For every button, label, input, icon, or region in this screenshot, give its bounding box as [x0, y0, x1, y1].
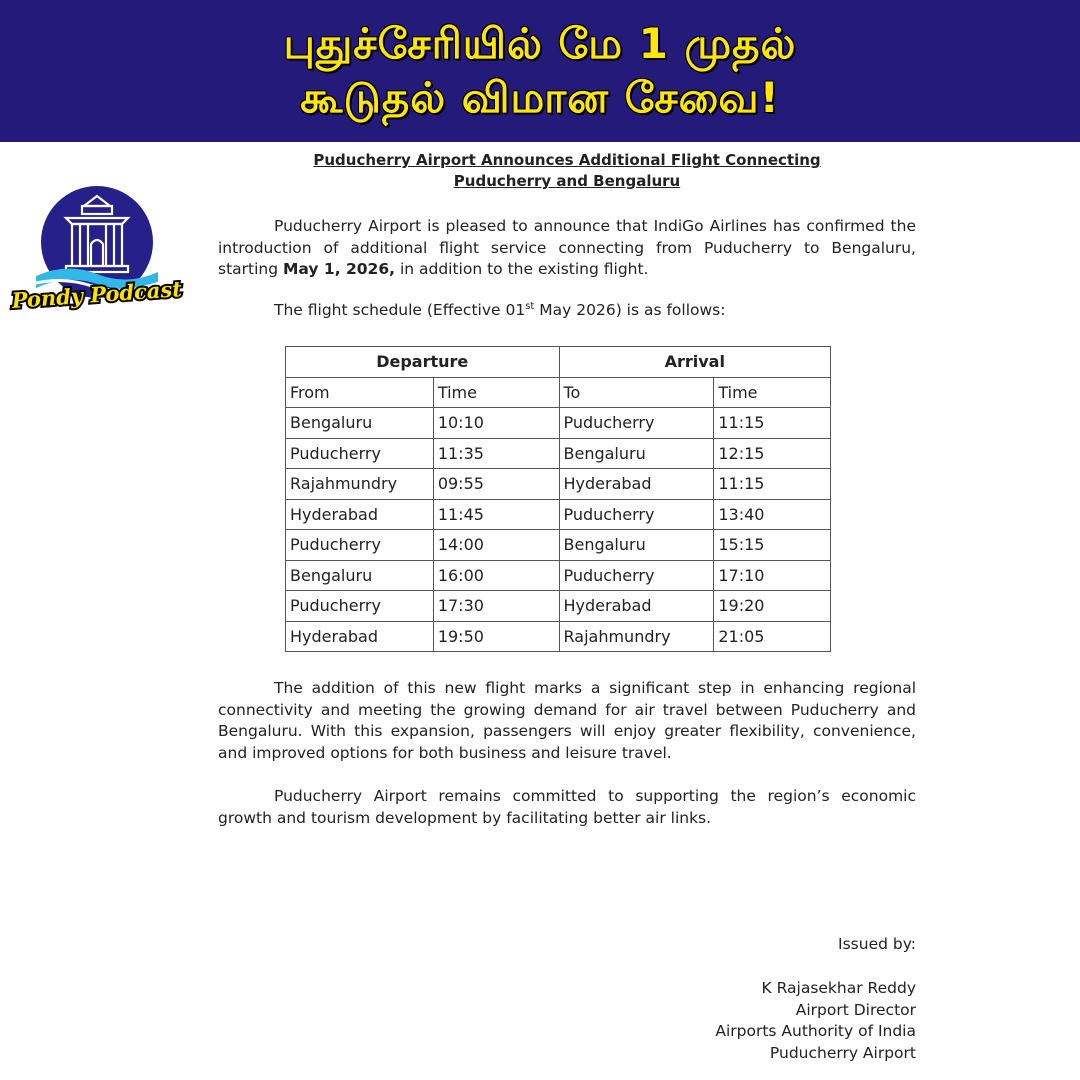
intro-start-date: May 1, 2026,: [283, 260, 396, 278]
table-cell: Puducherry: [559, 408, 714, 439]
headline-line-1: புதுச்சேரியில் மே 1 முதல்: [283, 19, 797, 68]
table-cell: 11:15: [714, 408, 831, 439]
table-cell: 17:10: [714, 560, 831, 591]
schedule-intro-part-1: The flight schedule (Effective 01: [274, 301, 526, 319]
intro-text-part-1: Puducherry Airport is pleased to announce that IndiGo Airlines has confirmed the introduction of additional flight service connecting from Puducherry to Bengaluru, starting: [218, 217, 916, 278]
table-row: [286, 530, 831, 561]
table-cell: Puducherry: [286, 530, 434, 561]
table-row: [286, 469, 831, 500]
signatory-organization: Airports Authority of India: [715, 1022, 916, 1040]
arrival-group-header: Arrival: [559, 347, 831, 378]
logo-brand-text: Pondy Podcast: [10, 276, 183, 313]
table-cell: 16:00: [433, 560, 559, 591]
headline-banner: [0, 0, 1080, 142]
table-row: [286, 621, 831, 652]
table-cell: Hyderabad: [559, 591, 714, 622]
column-header-to: To: [559, 377, 714, 408]
schedule-intro-part-2: May 2026) is as follows:: [534, 301, 726, 319]
table-cell: Puducherry: [559, 560, 714, 591]
release-title-line-1: Puducherry Airport Announces Additional Flight Connecting: [313, 151, 821, 169]
headline-line-2: கூடுதல் விமான சேவை!: [300, 73, 780, 122]
table-cell: 12:15: [714, 438, 831, 469]
schedule-column-header-row: [286, 377, 831, 408]
table-cell: 15:15: [714, 530, 831, 561]
table-row: [286, 591, 831, 622]
column-header-departure-time: Time: [433, 377, 559, 408]
table-cell: 14:00: [433, 530, 559, 561]
table-cell: 19:20: [714, 591, 831, 622]
table-cell: 10:10: [433, 408, 559, 439]
table-cell: Bengaluru: [559, 438, 714, 469]
table-cell: 11:45: [433, 499, 559, 530]
table-cell: Rajahmundry: [286, 469, 434, 500]
release-title: [218, 150, 916, 192]
table-cell: Puducherry: [559, 499, 714, 530]
issued-by-label: Issued by:: [838, 935, 916, 953]
signatory-station: Puducherry Airport: [769, 1043, 916, 1062]
table-cell: 11:35: [433, 438, 559, 469]
flight-schedule-table: [285, 346, 831, 652]
table-cell: Hyderabad: [559, 469, 714, 500]
signature-block: [715, 978, 916, 1064]
column-header-from: From: [286, 377, 434, 408]
table-cell: 21:05: [714, 621, 831, 652]
table-row: [286, 438, 831, 469]
table-cell: Hyderabad: [286, 499, 434, 530]
departure-group-header: Departure: [286, 347, 560, 378]
table-cell: Rajahmundry: [559, 621, 714, 652]
table-cell: Hyderabad: [286, 621, 434, 652]
press-release: [218, 150, 916, 1062]
commitment-paragraph: Puducherry Airport remains committed to supporting the region’s economic growth and tourism development by facilitating better air links.: [218, 787, 916, 827]
table-cell: Bengaluru: [286, 560, 434, 591]
table-row: [286, 499, 831, 530]
signatory-name: K Rajasekhar Reddy: [761, 979, 916, 997]
table-cell: 13:40: [714, 499, 831, 530]
expansion-paragraph: The addition of this new flight marks a significant step in enhancing regional connectivity and meeting the growing demand for air travel between Puducherry and Bengaluru. With this expansion, passengers will enjoy greater flexibility, convenience, and improved options for both business and leisure travel.: [218, 679, 916, 762]
table-cell: 09:55: [433, 469, 559, 500]
intro-text-part-2: in addition to the existing flight.: [395, 260, 649, 278]
schedule-intro: [218, 300, 916, 322]
schedule-group-header-row: [286, 347, 831, 378]
table-cell: Puducherry: [286, 438, 434, 469]
table-cell: 19:50: [433, 621, 559, 652]
table-row: [286, 408, 831, 439]
release-title-line-2: Puducherry and Bengaluru: [453, 172, 681, 190]
signatory-designation: Airport Director: [795, 1000, 916, 1019]
column-header-arrival-time: Time: [714, 377, 831, 408]
table-cell: 17:30: [433, 591, 559, 622]
table-cell: Bengaluru: [286, 408, 434, 439]
table-cell: Puducherry: [286, 591, 434, 622]
table-cell: 11:15: [714, 469, 831, 500]
table-cell: Bengaluru: [559, 530, 714, 561]
schedule-intro-superscript: st: [525, 301, 535, 312]
intro-paragraph: [218, 216, 916, 281]
table-row: [286, 560, 831, 591]
pondy-podcast-logo: [10, 184, 183, 320]
